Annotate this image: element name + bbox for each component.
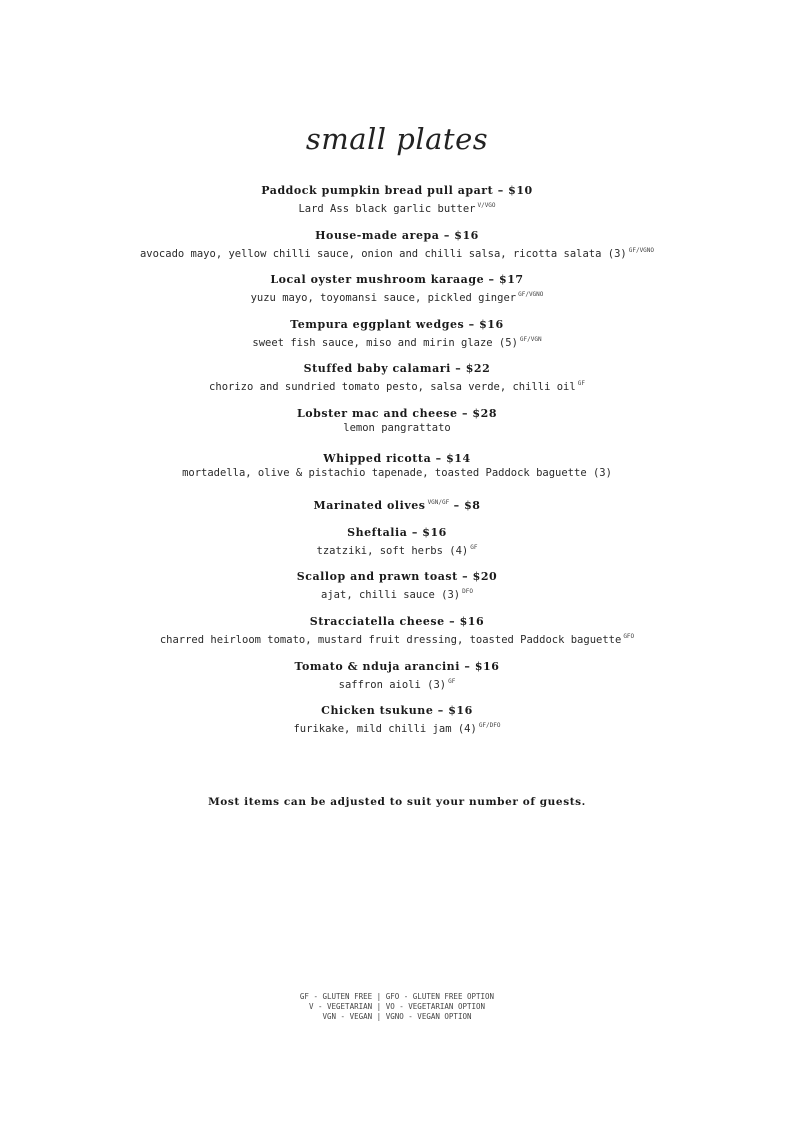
- menu-item-description-line: [0, 376, 794, 395]
- menu-item-title: [0, 495, 794, 513]
- menu-item-description: lemon pangrattato: [343, 421, 451, 434]
- menu-list: [0, 183, 794, 748]
- menu-item-title: [0, 569, 794, 584]
- menu-item: [0, 272, 794, 317]
- price-separator: –: [497, 184, 504, 197]
- price-separator: –: [453, 499, 460, 513]
- menu-item-name: Local oyster mushroom karaage: [270, 273, 485, 287]
- dietary-tag: GF: [470, 543, 478, 551]
- menu-item-title: [0, 406, 794, 421]
- price-separator: –: [437, 704, 444, 718]
- menu-item: [0, 317, 794, 362]
- menu-item-description: saffron aioli (3): [338, 678, 447, 691]
- menu-item-description-line: [0, 584, 794, 603]
- legend-line: GF - GLUTEN FREE | GFO - GLUTEN FREE OPTION: [299, 992, 495, 1001]
- menu-item: [0, 614, 794, 659]
- menu-item-description-line: [0, 466, 794, 481]
- dietary-tag: GF/DFO: [478, 722, 501, 730]
- price-separator: –: [488, 273, 495, 287]
- menu-item-price: $16: [422, 525, 447, 539]
- menu-item-title: [0, 272, 794, 287]
- dietary-legend: [0, 992, 794, 1022]
- menu-item-description-line: [0, 629, 794, 648]
- menu-item-title: [0, 614, 794, 629]
- legend-line: VGN - VEGAN | VGNO - VEGAN OPTION: [322, 1012, 472, 1021]
- menu-item-price: $14: [446, 451, 471, 465]
- menu-item-price: $16: [448, 704, 473, 718]
- menu-item-title: [0, 361, 794, 376]
- menu-item-price: $16: [479, 317, 504, 331]
- menu-item-name: Tempura eggplant wedges: [290, 317, 465, 331]
- menu-item-title: [0, 525, 794, 540]
- menu-item-price: $10: [508, 184, 533, 197]
- menu-item-description: mortadella, olive & pistachio tapenade, toasted Paddock baguette (3): [182, 466, 612, 479]
- menu-item-title: [0, 703, 794, 718]
- menu-item: [0, 361, 794, 406]
- menu-item-name: Sheftalia: [347, 525, 408, 539]
- dietary-tag: DFO: [462, 588, 473, 596]
- menu-item-price: $17: [498, 273, 524, 287]
- menu-item: [0, 495, 794, 525]
- menu-item-description: ajat, chilli sauce (3): [321, 589, 461, 602]
- menu-item: [0, 228, 794, 273]
- menu-item-price: $16: [474, 659, 500, 673]
- menu-item-name: Scallop and prawn toast: [296, 570, 458, 584]
- menu-item-price: $8: [464, 499, 481, 513]
- price-separator: –: [449, 614, 456, 628]
- menu-item-description: chorizo and sundried tomato pesto, salsa verde, chilli oil: [209, 381, 576, 394]
- menu-item: [0, 659, 794, 704]
- menu-item-name: Lobster mac and cheese: [296, 406, 458, 420]
- menu-item: [0, 703, 794, 748]
- menu-item: [0, 183, 794, 228]
- price-separator: –: [455, 362, 462, 376]
- menu-item: [0, 569, 794, 614]
- menu-item-price: $20: [472, 570, 498, 584]
- guest-note: Most items can be adjusted to suit your number of guests.: [208, 796, 586, 808]
- dietary-tag: GF: [577, 380, 585, 388]
- menu-item-name: Whipped ricotta: [323, 451, 432, 465]
- menu-item-name: House-made arepa: [315, 228, 440, 242]
- menu-item-description-line: [0, 243, 794, 262]
- menu-item-description: furikake, mild chilli jam (4): [293, 723, 477, 736]
- menu-item-description-line: [0, 287, 794, 306]
- dietary-tag: GFO: [623, 632, 635, 640]
- dietary-tag: GF/VGNO: [518, 291, 544, 299]
- menu-item: [0, 451, 794, 496]
- menu-item-description: sweet fish sauce, miso and mirin glaze (5): [252, 336, 518, 349]
- section-heading: small plates: [305, 122, 489, 156]
- menu-item-price: $28: [472, 406, 498, 420]
- dietary-tag: GF: [448, 677, 456, 685]
- menu-item-price: $16: [454, 228, 479, 242]
- menu-item-description-line: [0, 198, 794, 217]
- menu-item-name: Paddock pumpkin bread pull apart: [261, 184, 494, 197]
- menu-item-price: $22: [465, 362, 491, 376]
- menu-item-title: [0, 317, 794, 332]
- menu-item-description: yuzu mayo, toyomansi sauce, pickled ginger: [250, 292, 517, 305]
- menu-item-description: avocado mayo, yellow chilli sauce, onion and chilli salsa, ricotta salata (3): [139, 247, 627, 260]
- menu-item-name: Stracciatella cheese: [309, 614, 445, 628]
- menu-item-description: Lard Ass black garlic butter: [298, 203, 476, 215]
- menu-item-description-line: [0, 718, 794, 737]
- price-separator: –: [468, 317, 475, 331]
- menu-item-title: [0, 659, 794, 674]
- dietary-tag: GF/VGNO: [628, 246, 655, 254]
- menu-item-description-line: [0, 540, 794, 559]
- menu-item: [0, 525, 794, 570]
- menu-item-description-line: [0, 421, 794, 436]
- menu-item-description: charred heirloom tomato, mustard fruit dressing, toasted Paddock baguette: [159, 633, 622, 646]
- price-separator: –: [435, 451, 442, 465]
- price-separator: –: [443, 228, 450, 242]
- legend-line: V - VEGETARIAN | VO - VEGETARIAN OPTION: [308, 1002, 486, 1011]
- menu-item-name: Stuffed baby calamari: [303, 362, 451, 376]
- menu-item-title: [0, 183, 794, 198]
- menu-item-name: Chicken tsukune: [321, 704, 434, 718]
- price-separator: –: [464, 659, 471, 673]
- menu-item-title: [0, 451, 794, 466]
- price-separator: –: [462, 570, 469, 584]
- menu-item-title: [0, 228, 794, 243]
- menu-item-description: tzatziki, soft herbs (4): [316, 544, 469, 557]
- price-separator: –: [411, 525, 418, 539]
- dietary-tag: V/VGO: [477, 202, 496, 209]
- price-separator: –: [461, 406, 469, 420]
- menu-item-name: Marinated olives: [313, 499, 426, 513]
- dietary-tag: VGN/GF: [427, 499, 450, 507]
- menu-item: [0, 406, 794, 451]
- dietary-tag: GF/VGN: [519, 335, 542, 343]
- menu-item-description-line: [0, 674, 794, 693]
- menu-item-price: $16: [459, 614, 485, 628]
- menu-item-name: Tomato & nduja arancini: [294, 659, 460, 673]
- menu-item-description-line: [0, 332, 794, 351]
